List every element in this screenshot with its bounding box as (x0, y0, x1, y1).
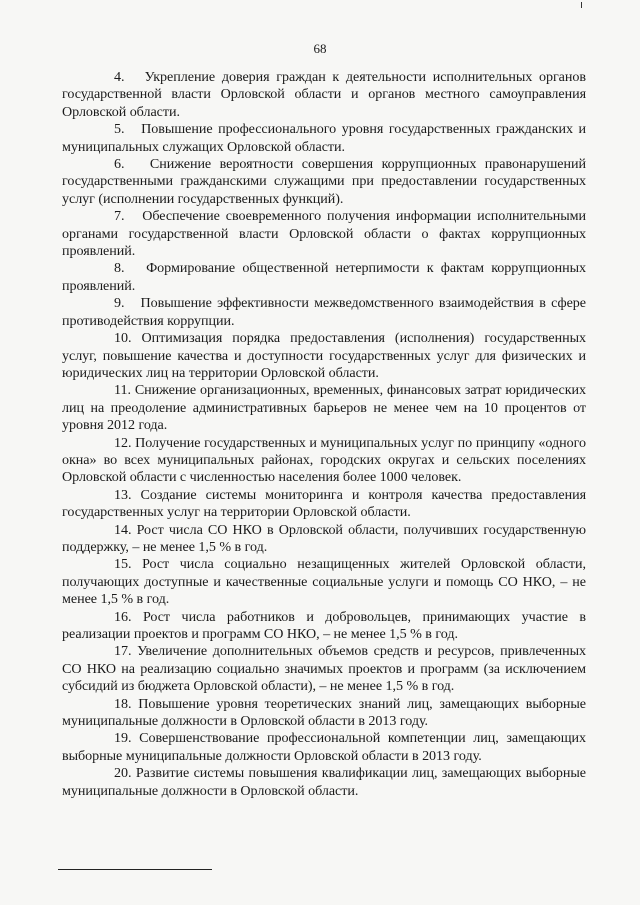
paragraph-item-19: 19. Совершенствование профессиональной компетенции лиц, замещающих выборные муниципальные должности Орловской области в 2013 году. (62, 730, 586, 764)
paragraph-item-12: 12. Получение государственных и муниципальных услуг по принципу «одного окна» во всех муниципальных районах, городских округах и сельских поселениях Орловской области с численностью населения более 1000 человек. (62, 434, 586, 486)
paragraph-item-9: 9. Повышение эффективности межведомственного взаимодействия в сфере противодействия коррупции. (62, 295, 586, 329)
scan-corner-mark (581, 2, 582, 8)
paragraph-item-8: 8. Формирование общественной нетерпимости к фактам коррупционных проявлений. (62, 260, 586, 294)
paragraph-item-17: 17. Увеличение дополнительных объемов средств и ресурсов, привлеченных СО НКО на реализацию социально значимых проектов и программ (за исключением субсидий из бюджета Орловской области), – не менее 1,5 % в год. (62, 643, 586, 695)
paragraph-item-10: 10. Оптимизация порядка предоставления (исполнения) государственных услуг, повышение качества и доступности государственных услуг для физических и юридических лиц на территории Орловской области. (62, 330, 586, 381)
paragraph-item-15: 15. Рост числа социально незащищенных жителей Орловской области, получающих доступные и качественные социальные услуги и помощь СО НКО, – не менее 1,5 % в год. (62, 556, 586, 608)
paragraph-item-11: 11. Снижение организационных, временных, финансовых затрат юридических лиц на преодоление административных барьеров не менее чем на 10 процентов от уровня 2012 года. (62, 382, 586, 434)
paragraph-item-14: 14. Рост числа СО НКО в Орловской области, получивших государственную поддержку, – не менее 1,5 % в год. (62, 521, 586, 555)
paragraph-item-6: 6. Снижение вероятности совершения коррупционных правонарушений государственными гражданскими служащими при предоставлении государственных услуг (исполнении государственных функций). (62, 156, 586, 207)
paragraph-item-16: 16. Рост числа работников и добровольцев, принимающих участие в реализации проектов и программ СО НКО, – не менее 1,5 % в год. (62, 608, 586, 642)
paragraph-item-7: 7. Обеспечение своевременного получения информации исполнительными органами государственной власти Орловской области о фактах коррупционных проявлений. (62, 208, 586, 260)
paragraph-item-4: 4. Укрепление доверия граждан к деятельности исполнительных органов государственной власти Орловской области и органов местного самоуправления Орловской области. (62, 69, 586, 120)
page-body (62, 69, 586, 800)
page-number: 68 (313, 41, 327, 56)
paragraph-item-13: 13. Создание системы мониторинга и контроля качества предоставления государственных услуг на территории Орловской области. (62, 486, 586, 521)
paragraph-item-20: 20. Развитие системы повышения квалификации лиц, замещающих выборные муниципальные должности в Орловской области. (62, 765, 586, 799)
paragraph-item-5: 5. Повышение профессионального уровня государственных гражданских и муниципальных служащих Орловской области. (62, 121, 586, 155)
footnote-divider (58, 869, 212, 870)
paragraph-item-18: 18. Повышение уровня теоретических знаний лиц, замещающих выборные муниципальные должности в Орловской области в 2013 году. (62, 695, 586, 730)
